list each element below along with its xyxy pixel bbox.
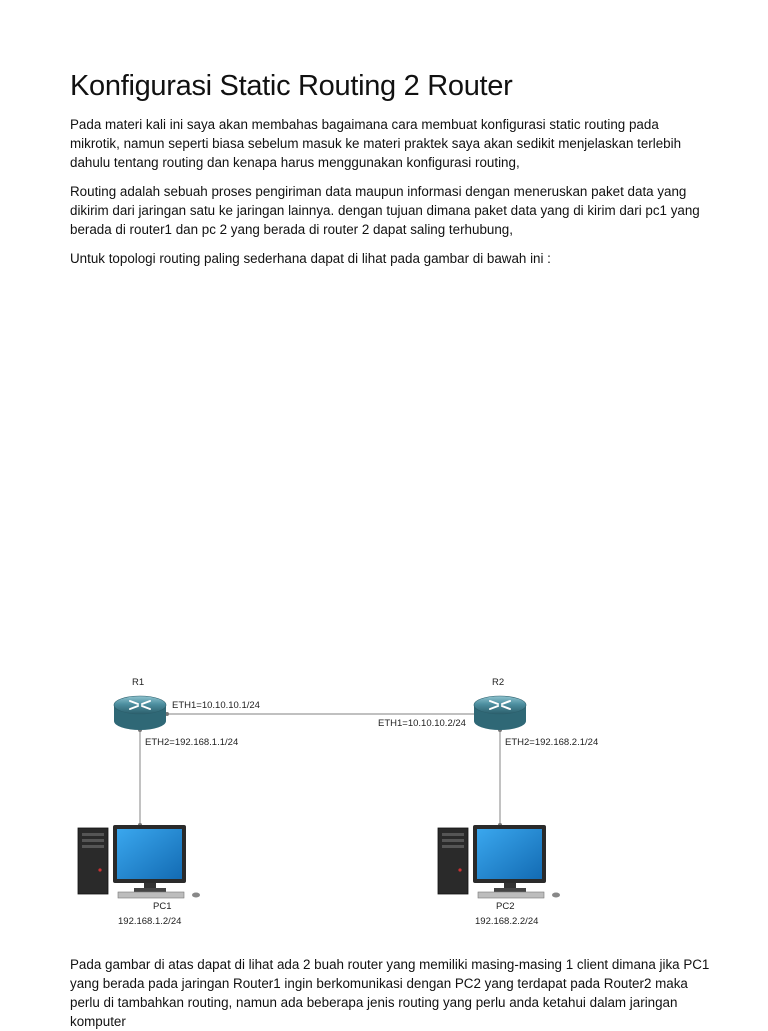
router-r1-icon [114,696,166,730]
router-r1-label: R1 [132,677,145,688]
routing-definition-paragraph: Routing adalah sebuah proses pengiriman data maupun informasi dengan meneruskan paket data yang dikirim dari jaringan satu ke jaringan lainnya. dengan tujuan dimana paket data yang di kirim dari pc1 yang berada di router1 dan pc 2 yang berada di router 2 dapat saling terhubung, [70,184,700,237]
network-topology-diagram [60,665,620,935]
pc2-ip-label: 192.168.2.2/24 [475,916,539,927]
pc2-label: PC2 [496,901,515,912]
router-r2-icon [474,696,526,730]
topology-intro-paragraph: Untuk topologi routing paling sederhana dapat di lihat pada gambar di bawah ini : [70,251,551,266]
page-title: Konfigurasi Static Routing 2 Router [70,70,513,102]
intro-paragraph: Pada materi kali ini saya akan membahas bagaimana cara membuat konfigurasi static routing pada mikrotik, namun seperti biasa sebelum masuk ke materi praktek saya akan sedikit menjelaskan terlebih dahulu tentang routing dan kenapa harus menggunakan konfigurasi routing, [70,117,682,170]
r1-eth2-label: ETH2=192.168.1.1/24 [145,737,239,748]
r1-eth1-label: ETH1=10.10.10.1/24 [172,700,260,711]
pc1-label: PC1 [153,901,172,912]
pc1-icon [78,825,200,898]
router-r2-label: R2 [492,677,505,688]
r2-eth1-label: ETH1=10.10.10.2/24 [378,718,466,729]
r2-eth2-label: ETH2=192.168.2.1/24 [505,737,599,748]
pc1-ip-label: 192.168.1.2/24 [118,916,182,927]
explanation-paragraph: Pada gambar di atas dapat di lihat ada 2 buah router yang memiliki masing-masing 1 client dimana jika PC1 yang berada pada jaringan Router1 ingin berkomunikasi dengan PC2 yang terdapat pada Router2 maka perlu di tambahkan routing, namun ada beberapa jenis routing yang perlu anda ketahui dalam jaringan komputer [70,957,710,1029]
pc2-icon [438,825,560,898]
